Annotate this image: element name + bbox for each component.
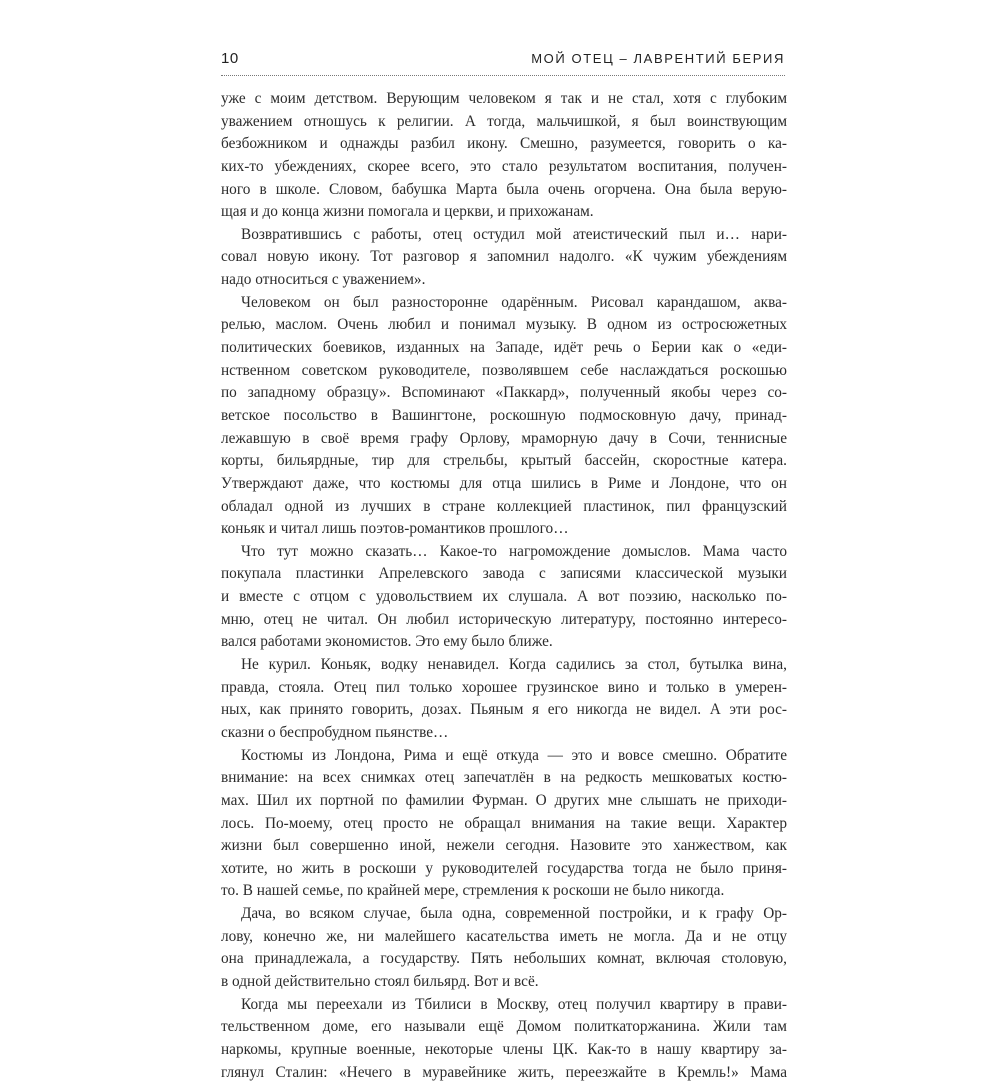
text-line: Человеком он был разносторонне одарённым. Рисовал карандашом, аква- xyxy=(241,293,787,311)
text-line: мню, отец не читал. Он любил историческую литературу, постоянно интересо- xyxy=(221,610,787,628)
text-line: ного в школе. Словом, бабушка Марта была очень огорчена. Она была верую- xyxy=(221,180,787,198)
text-line: корты, бильярдные, тир для стрельбы, крытый бассейн, скоростные катера. xyxy=(221,452,787,470)
text-line: политических боевиков, изданных на Западе, идёт речь о Берии как о «еди- xyxy=(221,339,787,357)
text-line: жизни был совершенно иной, нежели сегодня. Назовите это ханжеством, как xyxy=(221,837,787,855)
text-line: мах. Шил их портной по фамилии Фурман. О других мне слышать не приходи- xyxy=(221,791,787,809)
text-line: релью, маслом. Очень любил и понимал музыку. В одном из остросюжетных xyxy=(221,316,787,334)
text-line: Костюмы из Лондона, Рима и ещё откуда — это и вовсе смешно. Обратите xyxy=(241,746,787,764)
text-line: сказни о беспробудном пьянстве… xyxy=(221,723,449,741)
header-dotted-rule xyxy=(221,75,785,76)
text-line: нственном советском руководителе, позволявшем себе наслаждаться роскошью xyxy=(221,361,787,379)
text-line: щая и до конца жизни помогала и церкви, и прихожанам. xyxy=(221,203,594,221)
page-header xyxy=(221,50,785,74)
text-line: Когда мы переехали из Тбилиси в Москву, отец получил квартиру в прави- xyxy=(241,995,787,1013)
text-line: покупала пластинки Апрелевского завода с записями классической музыки xyxy=(221,565,787,583)
text-line: то. В нашей семье, по крайней мере, стремления к роскоши не было никогда. xyxy=(221,882,725,900)
text-line: правда, стояла. Отец пил только хорошее грузинское вино и только в умерен- xyxy=(221,678,787,696)
text-line: совал новую икону. Тот разговор я запомнил надолго. «К чужим убеждениям xyxy=(221,248,787,266)
text-line: наркомы, крупные военные, некоторые члены ЦК. Как-то в нашу квартиру за- xyxy=(221,1040,787,1058)
text-line: обладал одной из лучших в стране коллекцией пластинок, пил французский xyxy=(221,497,787,515)
text-line: уважением отношусь к религии. А тогда, мальчишкой, я был воинствующим xyxy=(221,112,787,130)
text-line: в одной действительно стоял бильярд. Вот и всё. xyxy=(221,972,539,990)
text-line: лось. По-моему, отец просто не обращал внимания на такие вещи. Характер xyxy=(221,814,787,832)
body-text xyxy=(221,88,787,1084)
text-line: лову, конечно же, ни малейшего касательства иметь не могла. Да и не отцу xyxy=(221,927,787,945)
text-line: Дача, во всяком случае, была одна, современной постройки, и к графу Ор- xyxy=(241,905,787,923)
text-line: надо относиться с уважением». xyxy=(221,271,426,289)
text-line: Не курил. Коньяк, водку ненавидел. Когда садились за стол, бутылка вина, xyxy=(241,656,787,674)
text-line: глянул Сталин: «Нечего в муравейнике жить, переезжайте в Кремль!» Мама xyxy=(221,1063,787,1081)
text-line: хотите, но жить в роскоши у руководителей государства тогда не было приня- xyxy=(221,859,787,877)
text-line: уже с моим детством. Верующим человеком я так и не стал, хотя с глубоким xyxy=(221,90,787,107)
text-line: лежавшую в своё время графу Орлову, мраморную дачу в Сочи, теннисные xyxy=(221,429,787,447)
text-line: Возвратившись с работы, отец остудил мой атеистический пыл и… нари- xyxy=(241,225,787,243)
text-line: по западному образцу». Вспоминают «Паккард», полученный якобы через со- xyxy=(221,384,787,402)
text-line: безбожником и однажды разбил икону. Смешно, разумеется, говорить о ка- xyxy=(221,135,787,153)
text-line: вался работами экономистов. Это ему было ближе. xyxy=(221,633,553,651)
running-title: МОЙ ОТЕЦ – ЛАВРЕНТИЙ БЕРИЯ xyxy=(531,51,785,66)
text-line: и вместе с отцом с удовольствием их слушала. А вот поэзию, насколько по- xyxy=(221,588,787,606)
text-line: ких-то убеждениях, скорее всего, это стало результатом воспитания, получен- xyxy=(221,157,787,175)
text-line: она принадлежала, а государству. Пять небольших комнат, включая столовую, xyxy=(221,950,787,968)
text-line: Что тут можно сказать… Какое-то нагромождение домыслов. Мама часто xyxy=(241,542,787,560)
text-line: коньяк и читал лишь поэтов-романтиков прошлого… xyxy=(221,520,569,538)
text-line: тельственном доме, его называли ещё Домом политкаторжанина. Жили там xyxy=(221,1018,787,1036)
text-line: ных, как принято говорить, дозах. Пьяным я его никогда не видел. А эти рос- xyxy=(221,701,787,719)
text-line: внимание: на всех снимках отец запечатлён в на редкость мешковатых костю- xyxy=(221,769,787,787)
text-line: ветское посольство в Вашингтоне, роскошную подмосковную дачу, принад- xyxy=(221,406,787,424)
text-line: Утверждают даже, что костюмы для отца шились в Риме и Лондоне, что он xyxy=(221,474,787,492)
page-number: 10 xyxy=(221,50,239,67)
